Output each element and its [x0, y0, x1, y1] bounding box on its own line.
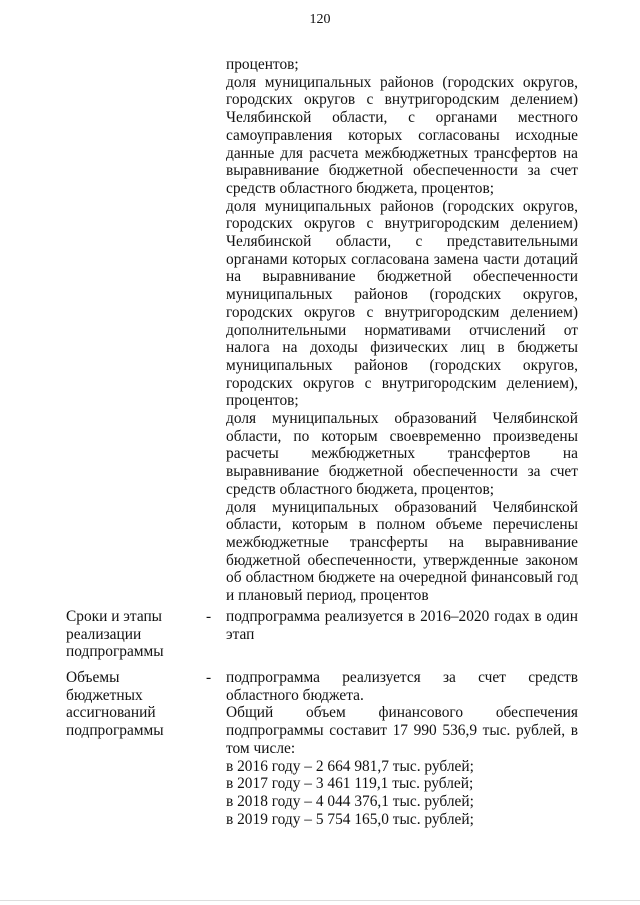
- budget-text-block: [226, 669, 578, 828]
- indicator-paragraph: доля муниципальных районов (городских округов, городских округов с внутригородским делением) Челябинской области, с представительными органами которых согласована замена части дотаций на выравнивание бюджетной обеспеченности муниципальных районов (городских округов, городских округов с внутригородским делением) дополнительными нормативами отчислений от налога на доходы физических лиц в бюджеты муниципальных районов (городских округов, городских округов с внутригородским делением), процентов;: [226, 197, 578, 410]
- budget-year-line: в 2019 году – 5 754 165,0 тыс. рублей;: [226, 810, 474, 828]
- terms-label: Сроки и этапы реализации подпрограммы: [66, 608, 164, 661]
- bottom-edge-line: [0, 900, 640, 901]
- indicator-paragraph: доля муниципальных образований Челябинской области, по которым своевременно произведены расчеты межбюджетных трансфертов на выравнивание бюджетной обеспеченности за счет средств областного бюджета, процентов;: [226, 410, 578, 498]
- indicator-paragraph: доля муниципальных районов (городских округов, городских округов с внутригородским делением) Челябинской области, с органами местного самоуправления которых согласованы исходные данные для расчета межбюджетных трансфертов на выравнивание бюджетной обеспеченности за счет средств областного бюджета, процентов;: [226, 73, 578, 197]
- budget-label: Объемы бюджетных ассигнований подпрограммы: [66, 669, 164, 740]
- page-number: 120: [309, 12, 331, 27]
- budget-source-text: подпрограмма реализуется за счет средств областного бюджета.: [226, 669, 578, 704]
- budget-dash: -: [206, 669, 212, 686]
- terms-dash: -: [206, 608, 212, 625]
- indicator-paragraph: доля муниципальных образований Челябинской области, которым в полном объеме перечислены межбюджетные трансферты на выравнивание бюджетной обеспеченности, утвержденные законом об областном бюджете на очередной финансовый год и плановый период, процентов: [226, 498, 578, 605]
- budget-year-line: в 2016 году – 2 664 981,7 тыс. рублей;: [226, 757, 474, 775]
- indicators-list: [226, 56, 578, 605]
- budget-year-line: в 2018 году – 4 044 376,1 тыс. рублей;: [226, 792, 474, 810]
- terms-text: подпрограмма реализуется в 2016–2020 годах в один этап: [226, 608, 578, 643]
- indicator-paragraph: процентов;: [226, 56, 299, 73]
- budget-total-text: Общий объем финансового обеспечения подпрограммы составит 17 990 536,9 тыс. рублей, в том числе:: [226, 704, 578, 757]
- budget-year-line: в 2017 году – 3 461 119,1 тыс. рублей;: [226, 775, 474, 793]
- terms-text-block: [226, 608, 578, 643]
